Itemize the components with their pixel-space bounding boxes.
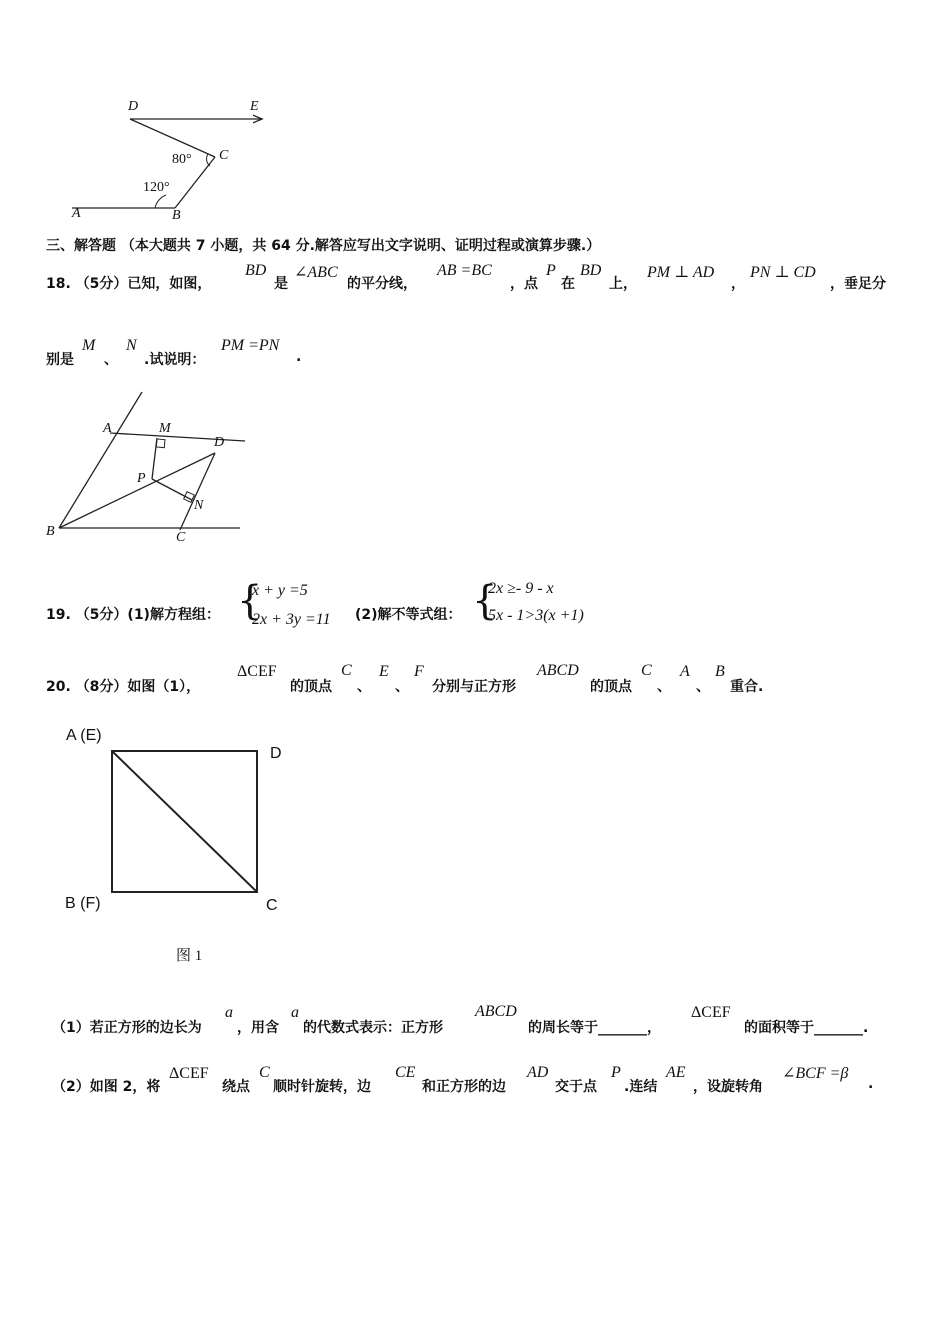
q19-eq1: x + y =5 [252, 582, 308, 599]
q20-p2-ae: AE [666, 1064, 686, 1081]
fig1-label-e: E [250, 99, 259, 114]
q18-pn-cd: PN ⊥ CD [750, 264, 816, 281]
q19-ineq2: 5x - 1>3(x +1) [488, 607, 584, 624]
fig1-label-d: D [128, 99, 139, 114]
q20-p2-cef: ΔCEF [169, 1065, 209, 1082]
q20-p2-d: 和正方形的边 [422, 1079, 506, 1095]
q20-p2-ad: AD [527, 1064, 549, 1081]
q18-fig-b: B [46, 524, 55, 539]
fig1-label-a: A [72, 206, 81, 221]
q18-fig-p: P [137, 471, 146, 486]
q20-with-square: 分别与正方形 [432, 679, 516, 695]
q19-eq2: 2x + 3y =11 [252, 611, 331, 628]
q19-part2: (2)解不等式组： [355, 607, 462, 623]
q18-line2-start: 别是 [46, 352, 74, 368]
q18-foot: ，垂足分 [830, 276, 886, 292]
q20-c: C [341, 662, 352, 679]
q19-brace-2: { [472, 578, 498, 624]
q18-angle-abc: ∠ABC [294, 264, 338, 281]
q18-fig-a: A [103, 421, 112, 436]
q19-intro: 19. （5分）(1)解方程组： [46, 607, 220, 623]
q20-vertices: 的顶点 [290, 679, 332, 695]
q20-fig-d: D [270, 745, 282, 762]
q18-dot: . [296, 349, 302, 365]
q20-p1-e: 的面积等于_______. [744, 1020, 869, 1036]
fig1-angle-b: 120° [143, 180, 170, 195]
q20-sep3: 、 [657, 679, 671, 695]
q20-p1-a: （1）若正方形的边长为 [52, 1020, 202, 1036]
q20-fig-bf: B (F) [65, 895, 101, 912]
q20-p2-rotate: 顺时针旋转，边 [273, 1079, 371, 1095]
q18-fig-m: M [159, 421, 171, 436]
q20-p1-d: 的周长等于_______， [528, 1020, 661, 1036]
q20-p2-h: . [868, 1076, 874, 1092]
diagonal-ec [113, 752, 256, 891]
q18-point: ，点 [510, 276, 538, 292]
q20-p1-var-a2: a [291, 1004, 299, 1021]
q20-p2-c: C [259, 1064, 270, 1081]
q20-sep2: 、 [395, 679, 409, 695]
q18-pm-pn: PM =PN [221, 337, 280, 354]
q18-at: 在 [561, 276, 575, 292]
q20-p1-abcd: ABCD [475, 1003, 517, 1020]
q20-p2-g: ，设旋转角 [693, 1079, 763, 1095]
q20-abcd: ABCD [537, 662, 579, 679]
q20-p1-c: 的代数式表示：正方形 [303, 1020, 443, 1036]
q20-fig-c: C [266, 897, 278, 914]
q20-cef: ΔCEF [237, 663, 277, 680]
q18-sep: 、 [104, 352, 118, 368]
q20-p1-var-a: a [225, 1004, 233, 1021]
q20-e: E [379, 663, 389, 680]
q18-pm-ad: PM ⊥ AD [647, 264, 715, 281]
q18-n: N [126, 337, 137, 354]
q20-p2-f: .连结 [624, 1079, 658, 1095]
q18-comma: ， [731, 276, 745, 292]
q20-p2-b: 绕点 [222, 1079, 250, 1095]
q20-a: A [680, 663, 690, 680]
q20-p2-p: P [611, 1064, 621, 1081]
q18-fig-d: D [214, 435, 225, 450]
section-heading: 三、解答题 （本大题共 7 小题，共 64 分.解答应写出文字说明、证明过程或演算步骤.） [46, 238, 601, 254]
q18-fig-n: N [194, 498, 204, 513]
fig1-label-b: B [172, 208, 181, 223]
q18-fig-c: C [176, 530, 186, 545]
q20-p2-ce: CE [395, 1064, 416, 1081]
q20-p2-bcf: ∠BCF =β [782, 1065, 849, 1082]
q18-p: P [546, 262, 556, 279]
q20-sep4: 、 [696, 679, 710, 695]
q20-f: F [414, 663, 424, 680]
q20-p2-a: （2）如图 2，将 [52, 1079, 161, 1095]
q20-p2-e: 交于点 [555, 1079, 597, 1095]
q20-coincide: 重合. [730, 679, 764, 695]
q18-on: 上， [609, 276, 637, 292]
q18-bd2: BD [580, 262, 602, 279]
q18-explain: .试说明： [144, 352, 206, 368]
q19-brace-1: { [237, 578, 263, 624]
q20-intro: 20. （8分）如图（1）， [46, 679, 201, 695]
q20-p1-cef: ΔCEF [691, 1004, 731, 1021]
fig1-label-c: C [219, 148, 229, 163]
q19-ineq1: 2x ≥- 9 - x [488, 580, 554, 597]
q20-p1-b: ，用含 [237, 1020, 279, 1036]
q20-vertices2: 的顶点 [590, 679, 632, 695]
q18-bd: BD [245, 262, 267, 279]
q20-b: B [715, 663, 725, 680]
q18-intro: 18. （5分）已知，如图， [46, 276, 212, 292]
fig1-angle-c: 80° [172, 152, 192, 167]
q20-c2: C [641, 662, 652, 679]
q20-sep1: 、 [357, 679, 371, 695]
q18-is: 是 [274, 276, 288, 292]
q18-m: M [82, 337, 96, 354]
q20-fig-caption: 图 1 [176, 948, 203, 964]
q18-ab-bc: AB =BC [437, 262, 492, 279]
q18-bisector: 的平分线， [347, 276, 417, 292]
q20-fig-ae: A (E) [66, 727, 102, 744]
